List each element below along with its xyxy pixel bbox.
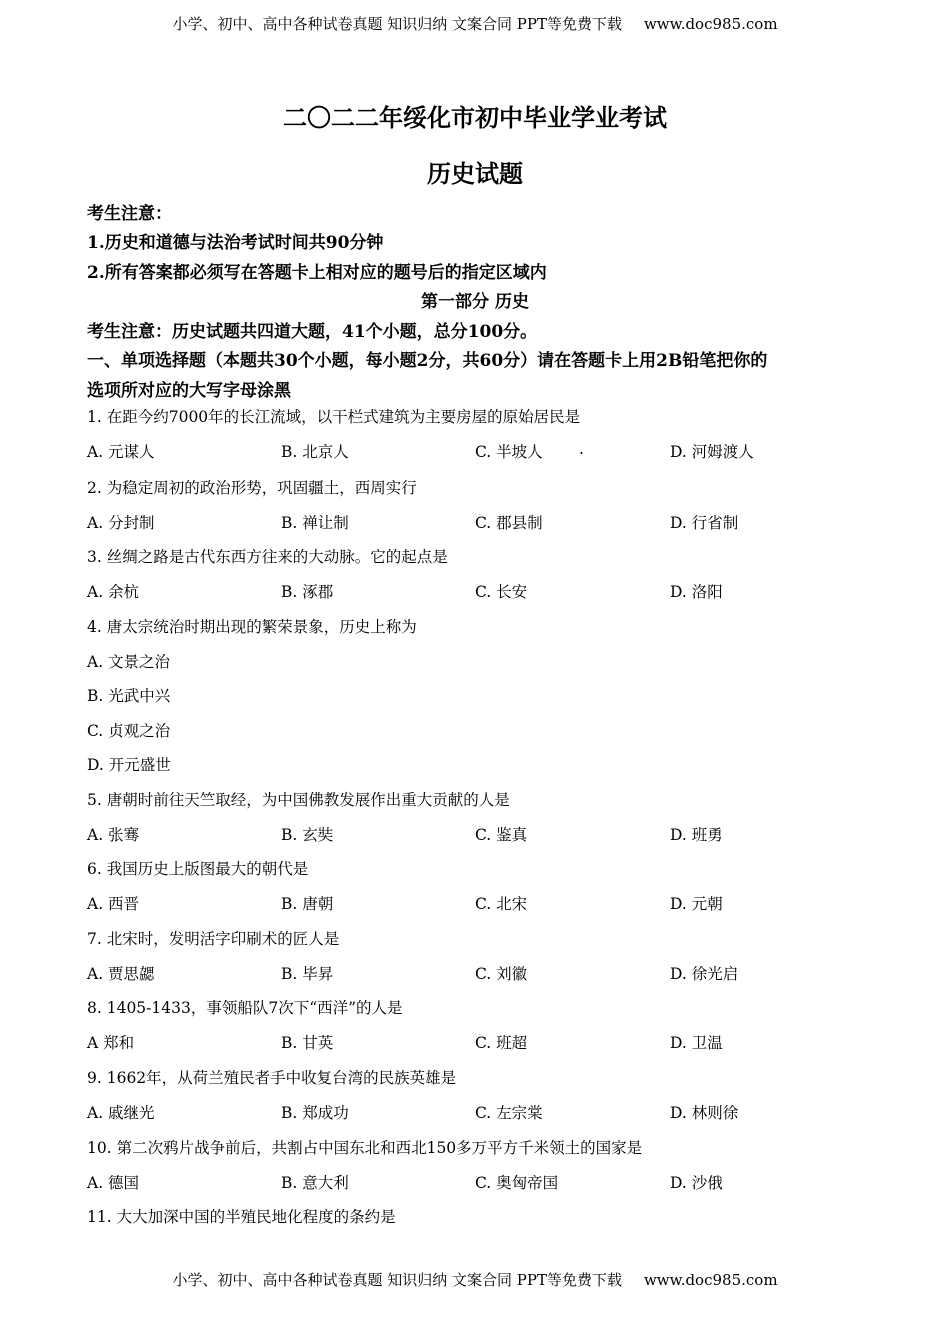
question-2-option-c: C. 郡县制	[475, 514, 543, 532]
question-4-option-b: B. 光武中兴	[87, 687, 171, 705]
question-9-option-d: D. 林则徐	[670, 1104, 739, 1122]
question-3-option-c: C. 长安	[475, 583, 528, 601]
header-text: 小学、初中、高中各种试卷真题 知识归纳 文案合同 PPT等免费下载	[172, 15, 622, 33]
page-footer	[0, 1269, 950, 1290]
question-8-option-c: C. 班超	[475, 1034, 528, 1052]
question-7-option-d: D. 徐光启	[670, 965, 739, 983]
section-1-instruction-line-2: 选项所对应的大写字母涂黑	[87, 381, 291, 401]
question-10-option-c: C. 奥匈帝国	[475, 1174, 559, 1192]
question-10-option-b: B. 意大利	[281, 1174, 349, 1192]
question-6-option-d: D. 元朝	[670, 895, 723, 913]
page-header	[0, 13, 950, 34]
exam-subtitle: 历史试题	[427, 159, 523, 188]
question-1-option-d: D. 河姆渡人	[670, 443, 754, 461]
question-9-option-c: C. 左宗棠	[475, 1104, 543, 1122]
question-4-stem: 4. 唐太宗统治时期出现的繁荣景象，历史上称为	[87, 618, 417, 636]
question-9-option-a: A. 戚继光	[87, 1104, 155, 1122]
question-4-option-d: D. 开元盛世	[87, 756, 171, 774]
question-2-options	[87, 511, 887, 533]
question-10-options	[87, 1171, 887, 1193]
part-heading: 第一部分 历史	[421, 292, 529, 312]
question-1-option-a: A. 元谋人	[87, 443, 155, 461]
question-5-stem: 5. 唐朝时前往天竺取经，为中国佛教发展作出重大贡献的人是	[87, 791, 510, 809]
notice-item-1: 1.历史和道德与法治考试时间共90分钟	[87, 233, 384, 253]
question-6-option-a: A. 西晋	[87, 895, 140, 913]
question-7-option-a: A. 贾思勰	[87, 965, 155, 983]
question-9-stem: 9. 1662年，从荷兰殖民者手中收复台湾的民族英雄是	[87, 1069, 457, 1087]
question-2-stem: 2. 为稳定周初的政治形势，巩固疆土，西周实行	[87, 479, 417, 497]
question-3-option-d: D. 洛阳	[670, 583, 723, 601]
question-8-option-a: A 郑和	[87, 1034, 135, 1052]
question-10-option-d: D. 沙俄	[670, 1174, 723, 1192]
question-1-stem: 1. 在距今约7000年的长江流域，以干栏式建筑为主要房屋的原始居民是	[87, 408, 581, 426]
question-4-option-c: C. 贞观之治	[87, 722, 171, 740]
footer-site-link[interactable]: www.doc985.com	[643, 1271, 778, 1289]
question-5-option-a: A. 张骞	[87, 826, 140, 844]
question-5-option-c: C. 鉴真	[475, 826, 528, 844]
question-8-option-b: B. 甘英	[281, 1034, 334, 1052]
question-1-option-b: B. 北京人	[281, 443, 349, 461]
question-7-stem: 7. 北宋时，发明活字印刷术的匠人是	[87, 930, 340, 948]
notice-item-2: 2.所有答案都必须写在答题卡上相对应的题号后的指定区域内	[87, 263, 547, 283]
question-3-option-b: B. 涿郡	[281, 583, 334, 601]
notice-heading: 考生注意：	[87, 204, 172, 224]
question-7-option-c: C. 刘徽	[475, 965, 528, 983]
question-1-options	[87, 440, 887, 462]
footer-text: 小学、初中、高中各种试卷真题 知识归纳 文案合同 PPT等免费下载	[172, 1271, 622, 1289]
question-10-stem: 10. 第二次鸦片战争前后，共割占中国东北和西北150多万平方千米领土的国家是	[87, 1139, 643, 1157]
question-5-option-d: D. 班勇	[670, 826, 723, 844]
question-7-option-b: B. 毕昇	[281, 965, 334, 983]
question-9-options	[87, 1101, 887, 1123]
question-2-option-d: D. 行省制	[670, 514, 739, 532]
question-3-stem: 3. 丝绸之路是古代东西方往来的大动脉。它的起点是	[87, 548, 448, 566]
question-9-option-b: B. 郑成功	[281, 1104, 349, 1122]
question-5-option-b: B. 玄奘	[281, 826, 334, 844]
question-2-option-b: B. 禅让制	[281, 514, 349, 532]
question-10-option-a: A. 德国	[87, 1174, 140, 1192]
stray-dot: .	[579, 440, 584, 458]
question-6-option-b: B. 唐朝	[281, 895, 334, 913]
part-notice: 考生注意：历史试题共四道大题，41个小题，总分100分。	[87, 322, 538, 342]
question-3-option-a: A. 余杭	[87, 583, 140, 601]
question-6-options	[87, 892, 887, 914]
section-1-instruction-line-1: 一、单项选择题（本题共30个小题，每小题2分，共60分）请在答题卡上用2B铅笔把你的	[87, 351, 768, 371]
question-3-options	[87, 580, 887, 602]
exam-title: 二〇二二年绥化市初中毕业学业考试	[283, 103, 667, 132]
question-8-options	[87, 1031, 887, 1053]
question-7-options	[87, 962, 887, 984]
question-6-stem: 6. 我国历史上版图最大的朝代是	[87, 860, 309, 878]
question-5-options	[87, 823, 887, 845]
question-11-stem: 11. 大大加深中国的半殖民地化程度的条约是	[87, 1208, 396, 1226]
header-site-link[interactable]: www.doc985.com	[643, 15, 778, 33]
question-8-option-d: D. 卫温	[670, 1034, 723, 1052]
question-6-option-c: C. 北宋	[475, 895, 528, 913]
question-8-stem: 8. 1405-1433，事领船队7次下“西洋”的人是	[87, 999, 403, 1017]
question-1-option-c: C. 半坡人	[475, 443, 543, 461]
question-2-option-a: A. 分封制	[87, 514, 155, 532]
question-4-option-a: A. 文景之治	[87, 653, 171, 671]
